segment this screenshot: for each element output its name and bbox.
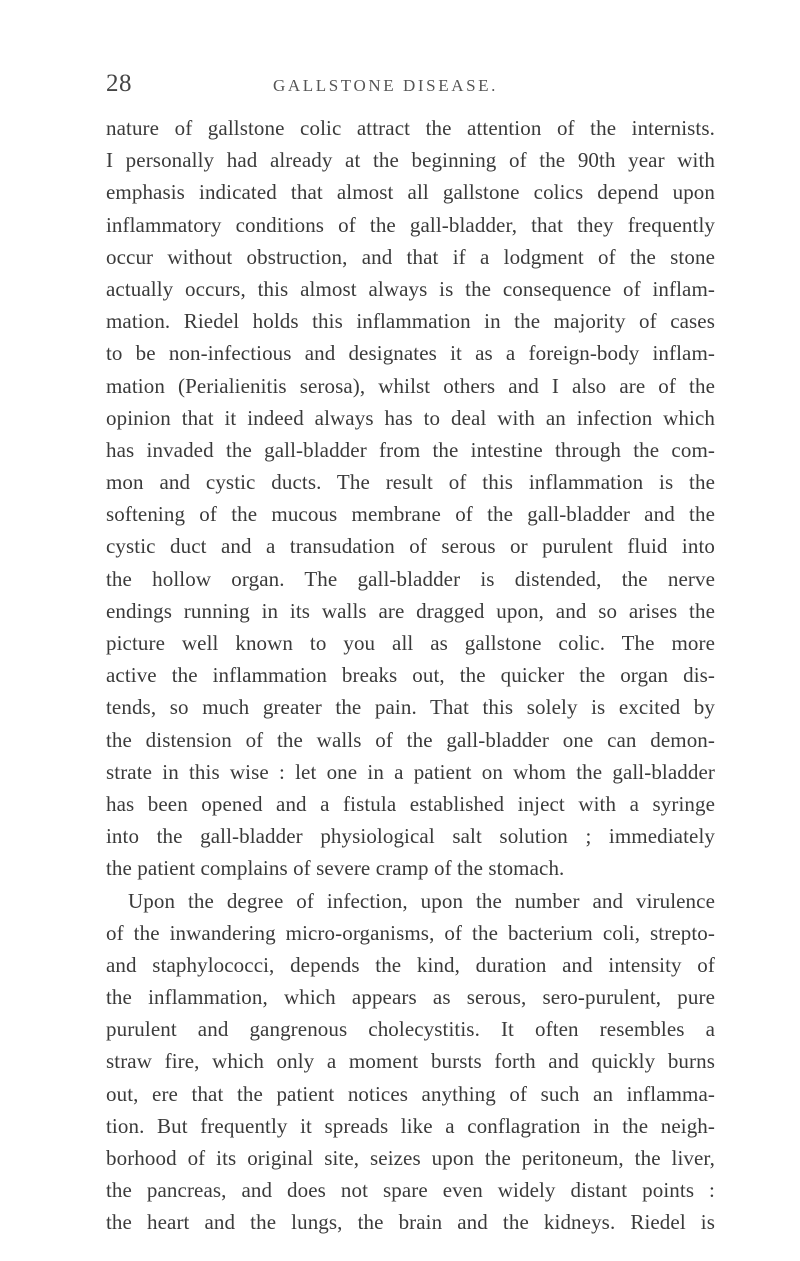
text-line: has invaded the gall-bladder from the intestine through the com-	[106, 437, 715, 462]
text-line: active the inflammation breaks out, the quicker the organ dis-	[106, 663, 715, 688]
text-line: out, ere that the patient notices anything of such an inflamma-	[106, 1081, 715, 1106]
text-line: the patient complains of severe cramp of the stomach.	[106, 856, 565, 881]
text-line: mation. Riedel holds this inflammation in the majority of cases	[106, 309, 715, 334]
text-line: purulent and gangrenous cholecystitis. It often resembles a	[106, 1017, 715, 1042]
text-line: mation (Perialienitis serosa), whilst others and I also are of the	[106, 373, 715, 398]
text-line: nature of gallstone colic attract the attention of the internists.	[106, 116, 715, 140]
text-line: tends, so much greater the pain. That this solely is excited by	[106, 695, 715, 720]
text-line: the hollow organ. The gall-bladder is distended, the nerve	[106, 566, 715, 591]
text-line: and staphylococci, depends the kind, duration and intensity of	[106, 952, 715, 977]
text-line: the inflammation, which appears as serous, sero-purulent, pure	[106, 985, 715, 1010]
text-line: I personally had already at the beginning of the 90th year with	[106, 148, 715, 173]
text-line: cystic duct and a transudation of serous or purulent fluid into	[106, 534, 715, 559]
text-line: mon and cystic ducts. The result of this inflammation is the	[106, 470, 715, 495]
text-line: strate in this wise : let one in a patient on whom the gall-bladder	[106, 759, 715, 784]
text-line: softening of the mucous membrane of the gall-bladder and the	[106, 502, 715, 527]
text-line: emphasis indicated that almost all gallstone colics depend upon	[106, 180, 715, 205]
text-line: opinion that it indeed always has to deal with an infection which	[106, 405, 715, 430]
text-line: into the gall-bladder physiological salt solution ; immediately	[106, 824, 715, 849]
text-line: endings running in its walls are dragged upon, and so arises the	[106, 598, 715, 623]
text-line: the distension of the walls of the gall-bladder one can demon-	[106, 727, 715, 752]
text-line: to be non-infectious and designates it as a foreign-body inflam-	[106, 341, 715, 366]
text-line: straw fire, which only a moment bursts forth and quickly burns	[106, 1049, 715, 1074]
text-line: tion. But frequently it spreads like a conflagration in the neigh-	[106, 1113, 715, 1138]
text-line: inflammatory conditions of the gall-bladder, that they frequently	[106, 212, 715, 237]
text-line: Upon the degree of infection, upon the number and virulence	[128, 888, 715, 913]
body-text	[106, 112, 715, 1239]
text-line: of the inwandering micro-organisms, of the bacterium coli, strepto-	[106, 920, 715, 945]
page-number: 28	[106, 70, 132, 97]
text-line: has been opened and a fistula established inject with a syringe	[106, 791, 715, 816]
text-line: occur without obstruction, and that if a lodgment of the stone	[106, 244, 715, 269]
text-line: the pancreas, and does not spare even widely distant points :	[106, 1178, 715, 1203]
running-head: GALLSTONE DISEASE.	[273, 76, 498, 95]
text-line: picture well known to you all as gallstone colic. The more	[106, 631, 715, 655]
text-line: the heart and the lungs, the brain and the kidneys. Riedel is	[106, 1210, 715, 1235]
text-line: actually occurs, this almost always is the consequence of inflam-	[106, 276, 715, 301]
text-line: borhood of its original site, seizes upon the peritoneum, the liver,	[106, 1146, 715, 1170]
